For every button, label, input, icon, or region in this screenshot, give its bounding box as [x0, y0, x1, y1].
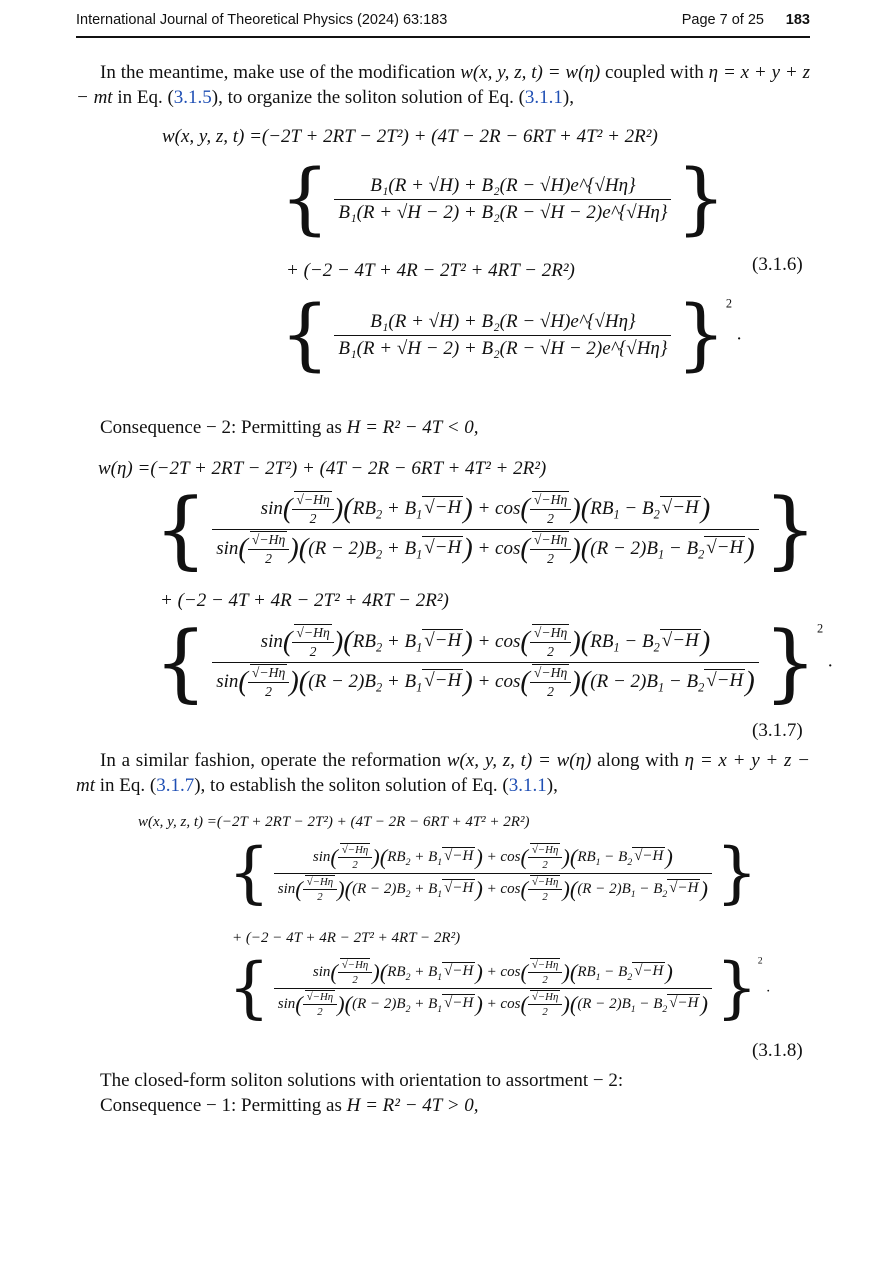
text: along with [591, 750, 685, 771]
exponent-2: 2 [757, 955, 763, 967]
page-of-indicator: Page 7 of 25 [681, 12, 764, 28]
text: ), [546, 775, 558, 796]
denominator: B₁(R + √H − 2) + B₂(R − √H − 2)e^{√Hη} [334, 199, 671, 224]
denominator: sin( $\frac{√-H\eta}{2}$ )($(R - 2)B_2 + B_1$ √−H) + cos( $\frac{√-H\eta}{2}$ )($(R - 2)B_1 - B_2$ √−H) [274, 873, 712, 903]
denominator: sin( $\frac{√-H\eta}{2}$ )($(R - 2)B_2 + B_1$ √−H) + cos( $\frac{√-H\eta}{2}$ )($(R - 2)B_1 - B_2$ √−H) [274, 988, 712, 1018]
denominator: sin( $\frac{√-H\eta}{2}$ )($(R - 2)B_2 + B_1$ √−H) + cos( $\frac{√-H\eta}{2}$ )($(R - 2)B_1 - B_2$ √−H) [212, 662, 759, 700]
denominator: B₁(R + √H − 2) + B₂(R − √H − 2)e^{√Hη} [334, 335, 671, 360]
numerator: sin( $\frac{√-H\eta}{2}$ )($RB_2 + B_1$ √−H) + cos( $\frac{√-H\eta}{2}$ )($RB_1 - B_2$ √−H) [312, 843, 673, 871]
inline-math: H = R² − 4T > 0, [346, 1095, 479, 1116]
equation-term: (−2T + 2RT − 2T²) + (4T − 2R − 6RT + 4T² + 2R²) [150, 458, 547, 479]
numerator: sin( $\frac{√-H\eta}{2}$ )($RB_2 + B_1$ √−H) + cos( $\frac{√-H\eta}{2}$ )($RB_1 - B_2$ √−H) [312, 958, 673, 986]
eq-brace-fraction-squared: { sin( $\frac{√-H\eta}{2}$ )($RB_2 + B_1$ √−H) + cos( $\frac{√-H\eta}{2}$ )($RB_1 - B_2$ √−H) sin( $\frac{√-H\eta}{2}$ )($(R - 2)B_2 + B_1$ √−H) + cos( $\frac{√-H\eta}{2}$ )($(R - 2)B_1 - B_2$ √−H) }$^2$ . [228, 949, 771, 1026]
exponent-2: 2 [725, 296, 733, 311]
eq-brace-fraction-squared: { sin( $\frac{√-H\eta}{2}$ )($RB_2 + B_1$ √−H) + cos( $\frac{√-H\eta}{2}$ )($RB_1 - B_2$ √−H) sin( $\frac{√-H\eta}{2}$ )($(R - 2)B_2 + B_1$ √−H) + cos( $\frac{√-H\eta}{2}$ )($(R - 2)B_1 - B_2$ √−H) }$^2$ . [154, 613, 833, 711]
inline-math: w(x, y, z, t) = w(η) [460, 62, 601, 83]
closing-line: The closed-form soliton solutions with orientation to assortment − 2: [100, 1070, 624, 1091]
left-brace: { [228, 949, 270, 1026]
paragraph-similar [76, 748, 810, 798]
closing-text [100, 1068, 810, 1118]
equation-term: (−2T + 2RT − 2T²) + (4T − 2R − 6RT + 4T² + 2R²) [216, 814, 530, 830]
numerator: B₁(R + √H) + B₂(R − √H)e^{√Hη} [370, 174, 636, 196]
eq-line [98, 458, 546, 480]
numerator: sin( $\frac{√-H\eta}{2}$ )($RB_2 + B_1$ √−H) + cos( $\frac{√-H\eta}{2}$ )($RB_1 - B_2$ √−H) [260, 624, 711, 659]
left-brace: { [280, 290, 330, 380]
equation-lhs: w(x, y, z, t) = [162, 126, 262, 147]
eq-brace-fraction-squared: { $\frac{\text{B₁(R + √H) + B₂(R − √H)e\textasciicircum{}\{√Hη\}}}{\text{B₁(R + √H − 2) + B₂(R − √H − 2)e\textasciicircum{}\{√Hη\}}}$ }$^2$ . [280, 290, 742, 380]
left-brace: { [154, 613, 208, 711]
eq-line [138, 814, 529, 831]
closing-line [100, 1093, 810, 1118]
text: ), to establish the soliton solution of Eq. ( [194, 775, 509, 796]
equation-lhs: w(η) = [98, 458, 151, 479]
eq-brace-fraction [280, 154, 726, 244]
equation-term: + (−2 − 4T + 4R − 2T² + 4RT − 2R²) [232, 930, 461, 946]
equation-reference-link[interactable]: 3.1.1 [508, 775, 547, 796]
text: In a similar fashion, operate the reformation [100, 750, 447, 771]
text: In the meantime, make use of the modification [100, 62, 461, 83]
right-brace: } [715, 834, 758, 911]
text: ), [562, 87, 574, 108]
consequence-minus-2 [100, 415, 800, 440]
inline-math: w(x, y, z, t) = w(η) [446, 750, 592, 771]
text: Consequence − 1: Permitting as [100, 1095, 347, 1116]
fraction [212, 625, 759, 700]
equation-label: (3.1.8) [752, 1040, 803, 1061]
journal-citation: International Journal of Theoretical Physics (2024) 63:183 [76, 12, 448, 28]
inline-math: H = R² − 4T < 0, [346, 417, 479, 438]
right-brace: } [763, 613, 817, 711]
text: in Eq. ( [112, 87, 174, 108]
text: ), to organize the soliton solution of Eq. ( [211, 87, 525, 108]
right-brace: } [763, 480, 817, 578]
right-brace: } [676, 290, 726, 380]
inline-math: η = x + y + z − mt [76, 750, 810, 796]
denominator: sin( $\frac{√-H\eta}{2}$ )($(R - 2)B_2 + B_1$ √−H) + cos( $\frac{√-H\eta}{2}$ )($(R - 2)B_1 - B_2$ √−H) [212, 529, 759, 567]
text: Consequence − 2: Permitting as [100, 417, 347, 438]
fraction [334, 311, 671, 360]
fraction [274, 959, 712, 1018]
exponent-2: 2 [816, 621, 824, 636]
eq-brace-fraction [154, 480, 817, 578]
equation-lhs: w(x, y, z, t) = [138, 814, 217, 830]
page-number: 183 [785, 12, 810, 28]
eq-brace-fraction [228, 834, 758, 911]
paragraph-intro [76, 60, 810, 110]
equation-term: (−2T + 2RT − 2T²) + (4T − 2R − 6RT + 4T² + 2R²) [261, 126, 658, 147]
right-brace: } [715, 949, 758, 1026]
running-header [76, 8, 810, 38]
equation-reference-link[interactable]: 3.1.1 [524, 87, 563, 108]
equation-term: + (−2 − 4T + 4R − 2T² + 4RT − 2R²) [160, 590, 449, 611]
left-brace: { [154, 480, 208, 578]
left-brace: { [228, 834, 270, 911]
right-brace: } [676, 154, 726, 244]
inline-math: η = x + y + z − mt [76, 62, 810, 108]
eq-line [162, 126, 658, 148]
fraction [212, 492, 759, 567]
fraction [274, 844, 712, 903]
equation-label: (3.1.7) [752, 720, 803, 741]
left-brace: { [280, 154, 330, 244]
text: coupled with [600, 62, 709, 83]
numerator: B₁(R + √H) + B₂(R − √H)e^{√Hη} [370, 310, 636, 332]
equation-label: (3.1.6) [752, 254, 803, 275]
text: in Eq. ( [95, 775, 157, 796]
equation-term: + (−2 − 4T + 4R − 2T² + 4RT − 2R²) [286, 260, 575, 281]
equation-reference-link[interactable]: 3.1.7 [156, 775, 195, 796]
equation-reference-link[interactable]: 3.1.5 [173, 87, 212, 108]
numerator: sin( $\frac{√-H\eta}{2}$ )($RB_2 + B_1$ √−H) + cos( $\frac{√-H\eta}{2}$ )($RB_1 - B_2$ √−H) [260, 491, 711, 526]
fraction [334, 175, 671, 224]
